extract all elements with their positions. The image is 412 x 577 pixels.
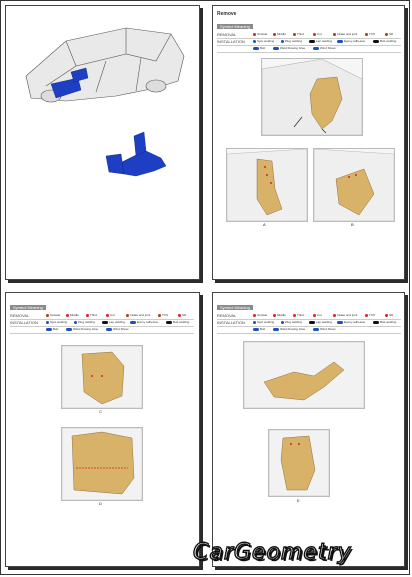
legend-removal-row: REMOVAL Outside Middle Third Cut Intake and joint TCS Sill — [217, 31, 401, 39]
page-1-body-overview — [5, 5, 200, 280]
page-header: Remove — [217, 11, 237, 17]
legend-installation-row-2: Bolt Weld Flowing Glue Wind Sheet — [217, 326, 401, 334]
legend-removal-row: REMOVAL Outside Middle Third Cut Intake and joint TCS Sill — [217, 312, 401, 320]
figure-overview — [261, 58, 363, 136]
figure-a-label: A — [263, 222, 266, 227]
symbol-meaning-tag: Symbol Meaning — [10, 305, 46, 310]
figure-b — [313, 148, 395, 222]
figure-c-label: C — [99, 409, 102, 414]
figure-a — [226, 148, 308, 222]
figure-d — [61, 427, 143, 501]
symbol-meaning-tag: Symbol Meaning — [217, 305, 253, 310]
detached-part-illustration — [106, 132, 166, 176]
legend-installation-row: INSTALLATION Spot welding Plug welding Lap welding Epoxy adhesive Butt welding — [10, 319, 194, 327]
legend-installation-row-2: Bolt Weld Flowing Glue Wind Sheet — [10, 326, 194, 334]
figure-e-label: E — [297, 498, 300, 503]
cargeometry-logo: CarGeometry — [193, 540, 352, 565]
car-body-illustration — [6, 6, 201, 281]
page-3-removal-steps — [5, 292, 200, 567]
legend-installation-row-2: Bolt Weld Flowing Glue Wind Sheet — [217, 45, 401, 53]
page-4-removal-steps — [212, 292, 405, 567]
figure-c — [61, 345, 143, 409]
symbol-meaning-tag: Symbol Meaning — [217, 24, 253, 29]
page-2-removal-steps — [212, 5, 405, 280]
figure-overview — [243, 341, 365, 409]
legend-installation-row: INSTALLATION Spot welding Plug welding Lap welding Epoxy adhesive Butt welding — [217, 319, 401, 327]
figure-e — [268, 429, 330, 497]
figure-b-label: B — [351, 222, 354, 227]
legend-installation-row: INSTALLATION Spot welding Plug welding Lap welding Epoxy adhesive Butt welding — [217, 38, 401, 46]
figure-d-label: D — [99, 501, 102, 506]
legend-removal-row: REMOVAL Outside Middle Third Cut Intake and joint TCS Sill — [10, 312, 194, 320]
